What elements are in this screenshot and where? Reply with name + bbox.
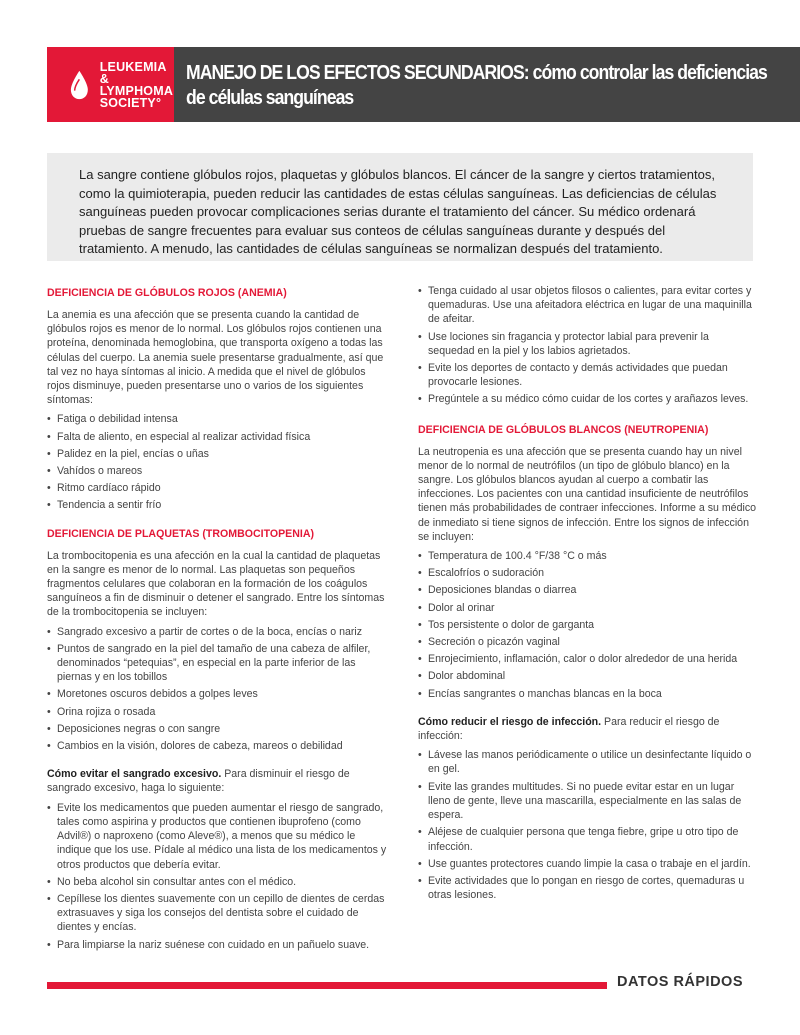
avoid-bleeding-intro	[47, 767, 387, 795]
list-item: • Ritmo cardíaco rápido	[47, 481, 387, 495]
list-item: • Puntos de sangrado en la piel del tamaño de una cabeza de alfiler, denominados “petequias”, en especial en la parte inferior de las piernas y en los tobillos	[47, 642, 387, 685]
page-header	[47, 47, 768, 122]
list-item: • Cambios en la visión, dolores de cabeza, mareos o debilidad	[47, 739, 387, 753]
list-item: • No beba alcohol sin consultar antes con el médico.	[47, 875, 387, 889]
logo-text	[100, 61, 175, 109]
reduce-infection-text: Para reducir el riesgo de infección:	[418, 715, 720, 743]
list-item: • Pregúntele a su médico cómo cuidar de los cortes y arañazos leves.	[418, 392, 758, 406]
footer-red-bar	[47, 982, 607, 989]
list-item: • Tos persistente o dolor de garganta	[418, 618, 758, 632]
list-item: • Aléjese de cualquier persona que tenga fiebre, gripe u otro tipo de infección.	[418, 825, 758, 853]
list-item: • Sangrado excesivo a partir de cortes o de la boca, encías o nariz	[47, 625, 387, 639]
list-item: • Lávese las manos periódicamente o utilice un desinfectante líquido o en gel.	[418, 748, 758, 776]
list-item: • Use guantes protectores cuando limpie la casa o trabaje en el jardín.	[418, 857, 758, 871]
avoid-bleeding-list	[47, 801, 387, 952]
neutropenia-heading: DEFICIENCIA DE GLÓBULOS BLANCOS (NEUTROPENIA)	[418, 423, 709, 436]
page-title-line-2: de células sanguíneas	[186, 86, 354, 109]
left-column	[47, 286, 387, 962]
lls-logo	[47, 47, 174, 122]
list-item: • Orina rojiza o rosada	[47, 705, 387, 719]
list-item: • Fatiga o debilidad intensa	[47, 412, 387, 426]
list-item: • Vahídos o mareos	[47, 464, 387, 478]
list-item: • Para limpiarse la nariz suénese con cuidado en un pañuelo suave.	[47, 938, 387, 952]
reduce-infection-list	[418, 748, 758, 902]
reduce-infection-heading: Cómo reducir el riesgo de infección.	[418, 715, 602, 728]
list-item: • Use lociones sin fragancia y protector labial para prevenir la sequedad en la piel y los labios agrietados.	[418, 330, 758, 358]
list-item: • Evite actividades que lo pongan en riesgo de cortes, quemaduras u otras lesiones.	[418, 874, 758, 902]
list-item: • Encías sangrantes o manchas blancas en la boca	[418, 687, 758, 701]
list-item: • Deposiciones negras o con sangre	[47, 722, 387, 736]
list-item: • Deposiciones blandas o diarrea	[418, 583, 758, 597]
anemia-text: La anemia es una afección que se presenta cuando la cantidad de glóbulos rojos es menor de lo normal. Los glóbulos rojos contienen una proteína, denominada hemoglobina, que transporta oxígeno a todas las células del cuerpo. La anemia suele presentarse gradualmente, así que tal vez no haya síntomas al inicio. A medida que el nivel de glóbulos rojos disminuye, pueden presentarse uno o varios de los siguientes síntomas:	[47, 309, 384, 407]
list-item: • Secreción o picazón vaginal	[418, 635, 758, 649]
list-item: • Tendencia a sentir frío	[47, 498, 387, 512]
list-item: • Tenga cuidado al usar objetos filosos o calientes, para evitar cortes y quemaduras. Use una afeitadora eléctrica en lugar de una maquinilla de afeitar.	[418, 284, 758, 327]
list-item: • Evite los medicamentos que pueden aumentar el riesgo de sangrado, tales como aspirina y productos que contienen ibuprofeno (como Advil®) o naproxeno (como Aleve®), a menos que su médico le indique que los use. Pídale al médico una lista de los medicamentos y otros productos que debería evitar.	[47, 801, 387, 872]
list-item: • Moretones oscuros debidos a golpes leves	[47, 687, 387, 701]
avoid-bleeding-heading: Cómo evitar el sangrado excesivo.	[47, 768, 222, 781]
blood-drop-icon	[69, 69, 90, 101]
title-banner	[174, 47, 800, 122]
infection-signs-list	[418, 549, 758, 701]
reduce-infection-intro	[418, 715, 758, 743]
logo-line: LYMPHOMA	[99, 83, 174, 98]
list-item: • Dolor abdominal	[418, 669, 758, 683]
list-item: • Dolor al orinar	[418, 601, 758, 615]
list-item: • Cepíllese los dientes suavemente con un cepillo de dientes de cerdas extrasuaves y siga los consejos del dentista sobre el cuidado de dientes y encías.	[47, 892, 387, 935]
anemia-heading: DEFICIENCIA DE GLÓBULOS ROJOS (ANEMIA)	[47, 287, 287, 299]
list-item: • Temperatura de 100.4 °F/38 °C o más	[418, 549, 758, 563]
platelets-heading: DEFICIENCIA DE PLAQUETAS (TROMBOCITOPENIA)	[47, 527, 315, 540]
intro-box: La sangre contiene glóbulos rojos, plaquetas y glóbulos blancos. El cáncer de la sangre y ciertos tratamientos, como la quimioterapia, pueden reducir las cantidades de estas células sanguíneas. Las deficiencias de células sanguíneas pueden provocar complicaciones serias durante el tratamiento del cáncer. Su médico ordenará pruebas de sangre frecuentes para evaluar sus conteos de células sanguíneas durante y después del tratamiento. A menudo, las cantidades de células sanguíneas se normalizan después del tratamiento.	[47, 153, 753, 261]
right-column	[418, 284, 758, 912]
neutropenia-text: La neutropenia es una afección que se presenta cuando hay un nivel menor de lo normal de neutrófilos (un tipo de glóbulo blanco) en la sangre. Los glóbulos blancos ayudan al cuerpo a combatir las infecciones. Los pacientes con una cantidad insuficiente de neutrófilos tienen más probabilidades de contraer infecciones. Informe a su médico de inmediato si tiene signos de infección. Entre los signos de infección se incluyen:	[418, 445, 757, 543]
avoid-bleeding-list-continued	[418, 284, 758, 407]
platelets-text: La trombocitopenia es una afección en la cual la cantidad de plaquetas en la sangre es menor de lo normal. Las plaquetas son pequeños fragmentos celulares que colaboran en la formación de los coágulos sanguíneos a fin de disminuir o detener el sangrado. Entre los síntomas de la trombocitopenia se incluyen:	[47, 549, 385, 619]
platelets-symptoms-list	[47, 625, 387, 754]
list-item: • Falta de aliento, en especial al realizar actividad física	[47, 430, 387, 444]
list-item: • Evite los deportes de contacto y demás actividades que puedan provocarle lesiones.	[418, 361, 758, 389]
list-item: • Palidez en la piel, encías o uñas	[47, 447, 387, 461]
page-title-line-1: MANEJO DE LOS EFECTOS SECUNDARIOS: cómo controlar las deficiencias	[186, 61, 768, 84]
anemia-symptoms-list	[47, 412, 387, 512]
list-item: • Escalofríos o sudoración	[418, 566, 758, 580]
logo-line: LEUKEMIA &	[99, 59, 167, 86]
footer-label: DATOS RÁPIDOS	[617, 974, 744, 990]
avoid-bleeding-text: Para disminuir el riesgo de sangrado excesivo, haga lo siguiente:	[47, 768, 350, 795]
logo-line: SOCIETY°	[99, 95, 162, 110]
list-item: • Evite las grandes multitudes. Si no puede evitar estar en un lugar lleno de gente, lleve una mascarilla, especialmente en las salas de espera.	[418, 780, 758, 823]
list-item: • Enrojecimiento, inflamación, calor o dolor alrededor de una herida	[418, 652, 758, 666]
